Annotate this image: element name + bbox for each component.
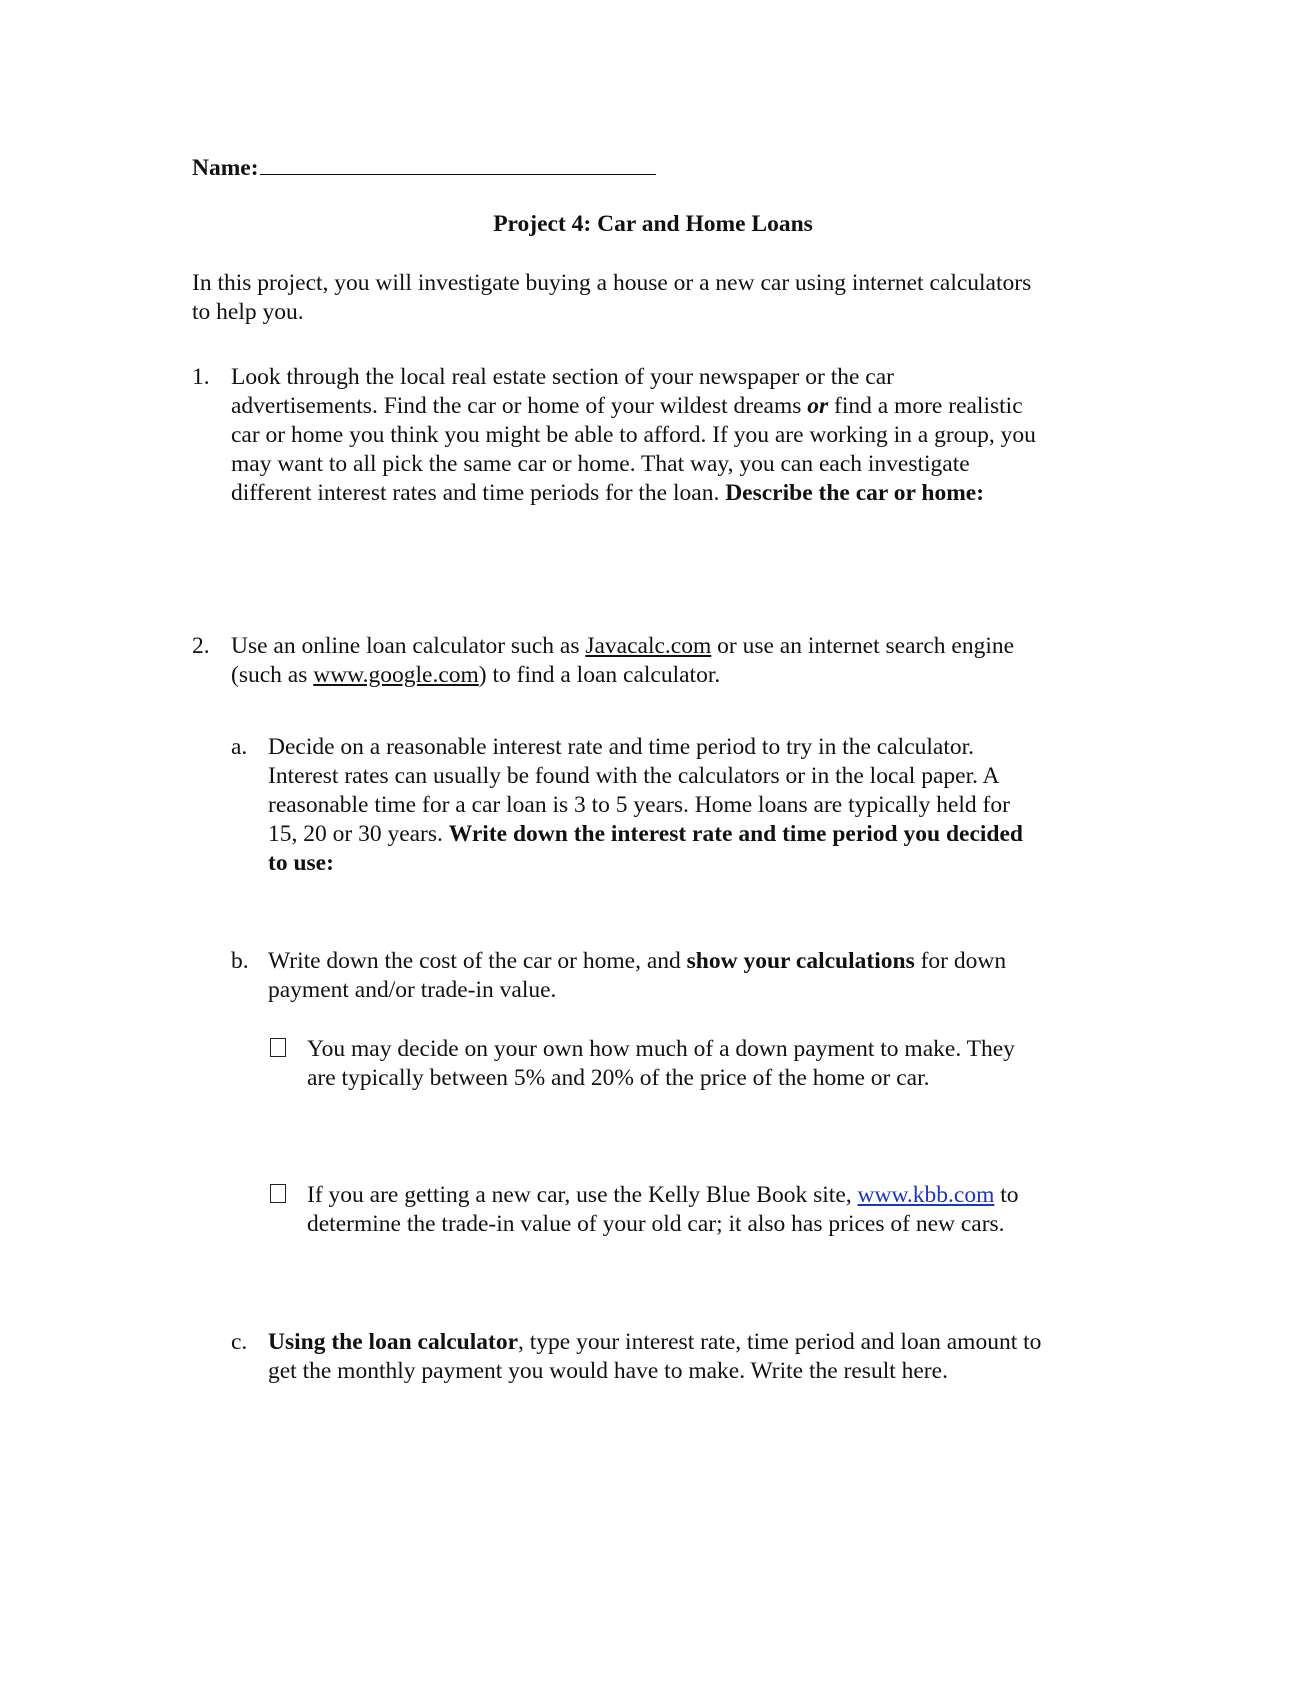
bullet-line: You may decide on your own how much of a down payment to make. They: [307, 1036, 1015, 1062]
item-2a-line: 15, 20 or 30 years. Write down the interest rate and time period you decided: [268, 821, 1023, 847]
name-field: [192, 152, 656, 183]
item-2-line: Use an online loan calculator such as Javacalc.com or use an internet search engine: [231, 633, 1015, 659]
item-1-number: 1.: [192, 364, 210, 390]
item-2b-line: payment and/or trade-in value.: [268, 977, 557, 1003]
item-2a-text: [268, 733, 1118, 878]
google-link[interactable]: www.google.com: [313, 662, 479, 688]
bullet-line: are typically between 5% and 20% of the price of the home or car.: [307, 1065, 930, 1091]
item-1-line: car or home you think you might be able to afford. If you are working in a group, you: [231, 422, 1036, 448]
item-2-text: [231, 632, 1111, 690]
bullet-line: If you are getting a new car, use the Kelly Blue Book site, www.kbb.com to: [307, 1182, 1019, 1208]
item-2a-line: to use:: [268, 850, 334, 876]
item-1-line: different interest rates and time periods for the loan. Describe the car or home:: [231, 480, 985, 506]
item-1-text: [231, 363, 1111, 508]
item-2b-line: Write down the cost of the car or home, and show your calculations for down: [268, 948, 1007, 974]
item-2-number: 2.: [192, 633, 210, 659]
bullet-2-text: [307, 1181, 1107, 1239]
page-title: Project 4: Car and Home Loans: [493, 211, 813, 237]
item-2c-line: get the monthly payment you would have to make. Write the result here.: [268, 1358, 948, 1384]
javacalc-link[interactable]: Javacalc.com: [585, 633, 712, 659]
item-2a-letter: a.: [231, 734, 248, 760]
name-blank-line: [260, 152, 656, 175]
item-2b-letter: b.: [231, 948, 249, 974]
bullet-1-text: [307, 1035, 1107, 1093]
item-2a-line: Decide on a reasonable interest rate and time period to try in the calculator.: [268, 734, 975, 760]
item-1-line: advertisements. Find the car or home of your wildest dreams or find a more realistic: [231, 393, 1023, 419]
missing-glyph-bullet-icon: [270, 1184, 286, 1203]
item-1-line: may want to all pick the same car or home. That way, you can each investigate: [231, 451, 970, 477]
kbb-link[interactable]: www.kbb.com: [857, 1182, 995, 1208]
intro-line: In this project, you will investigate buying a house or a new car using internet calculators: [192, 270, 1032, 296]
item-2b-text: [268, 947, 1118, 1005]
emphasis-or: or: [807, 393, 829, 419]
intro-paragraph: [192, 269, 1112, 327]
item-2c-line: Using the loan calculator, type your interest rate, time period and loan amount to: [268, 1329, 1042, 1355]
item-1-line: Look through the local real estate section of your newspaper or the car: [231, 364, 894, 390]
missing-glyph-bullet-icon: [270, 1038, 286, 1057]
item-2c-text: [268, 1328, 1118, 1386]
bullet-line: determine the trade-in value of your old car; it also has prices of new cars.: [307, 1211, 1005, 1237]
item-2a-line: reasonable time for a car loan is 3 to 5 years. Home loans are typically held for: [268, 792, 1010, 818]
intro-line: to help you.: [192, 299, 304, 325]
item-1-prompt: Describe the car or home:: [725, 480, 985, 506]
name-label: Name:: [192, 155, 259, 181]
item-2-line: (such as www.google.com) to find a loan calculator.: [231, 662, 721, 688]
item-2a-line: Interest rates can usually be found with the calculators or in the local paper. A: [268, 763, 1000, 789]
item-2c-letter: c.: [231, 1329, 248, 1355]
